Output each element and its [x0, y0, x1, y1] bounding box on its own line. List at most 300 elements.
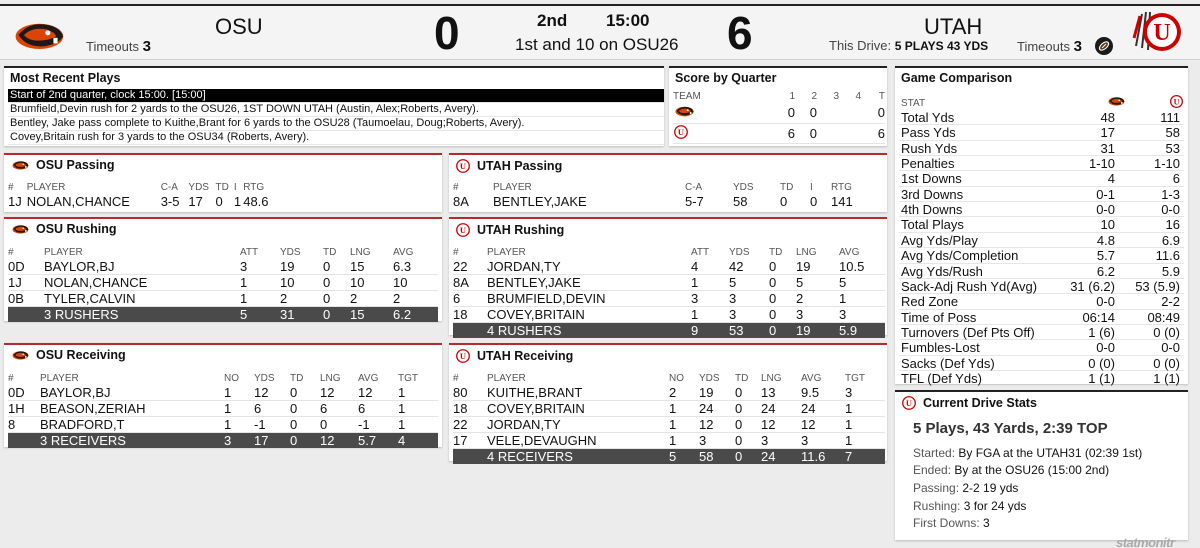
- utah-total: 6: [861, 123, 885, 143]
- cell-num: 1J: [8, 275, 44, 291]
- comparison-osu-value: 17: [1100, 125, 1115, 141]
- comparison-osu-value: 0-0: [1096, 202, 1115, 218]
- comparison-utah-value: 11.6: [1155, 248, 1180, 264]
- comparison-row: [899, 340, 1184, 355]
- col-player: PLAYER: [26, 182, 66, 193]
- comparison-osu-value: 1-10: [1088, 156, 1115, 172]
- utah-receiving-panel: [449, 343, 887, 464]
- col-player: PLAYER: [493, 182, 532, 193]
- home-timeouts-label: Timeouts: [1017, 39, 1070, 54]
- comparison-stat: Avg Yds/Play: [901, 232, 978, 248]
- drive-rushing-value: 3 for 24 yds: [963, 499, 1027, 513]
- col-num: #: [8, 373, 14, 384]
- comparison-utah-value: 08:49: [1147, 309, 1180, 325]
- drive-started-value: By FGA at the UTAH31 (02:39 1st): [958, 446, 1143, 460]
- cell-num: [8, 433, 40, 449]
- score-row-osu: [673, 103, 885, 123]
- comparison-stat: Sack-Adj Rush Yd(Avg): [901, 278, 1038, 294]
- score-by-quarter-title: Score by Quarter: [675, 71, 777, 85]
- drive-passing: [913, 481, 1018, 495]
- utah-q2: 0: [795, 123, 817, 143]
- utah-passing-table: [453, 181, 863, 209]
- cell-yds: 3: [729, 291, 769, 307]
- utah-receiving-title: UTAH Receiving: [477, 349, 574, 363]
- cell-lng: 24: [761, 449, 801, 465]
- total-row: [453, 323, 885, 339]
- col-num: #: [8, 247, 14, 258]
- utah-passing-heading: [455, 158, 562, 174]
- cell-yds: 24: [699, 401, 735, 417]
- osu-receiving-title: OSU Receiving: [36, 348, 126, 362]
- cell-no: 1: [669, 401, 699, 417]
- col-att: ATT: [240, 247, 259, 258]
- cell-yds: 3: [729, 307, 769, 323]
- col-td: TD: [323, 247, 337, 258]
- cell-num: [453, 449, 487, 465]
- comparison-stat: 3rd Downs: [901, 186, 964, 202]
- cell-att: 9: [691, 323, 729, 339]
- cell-avg: 5: [839, 275, 885, 291]
- comparison-utah-value: 5.9: [1161, 263, 1180, 279]
- utah-rushing-panel: [449, 217, 887, 338]
- football-icon: [1094, 36, 1114, 56]
- table-row: [453, 385, 885, 401]
- table-row: [453, 275, 885, 291]
- cell-player: BENTLEY,JAKE: [493, 194, 587, 209]
- comparison-stat: Pass Yds: [901, 125, 956, 141]
- cell-player: NOLAN,CHANCE: [26, 194, 130, 209]
- osu-rushing-heading: [10, 222, 117, 236]
- comparison-row: [899, 356, 1184, 371]
- this-drive: [829, 38, 988, 53]
- cell-player: BRADFORD,T: [40, 417, 224, 433]
- cell-num: 8A: [453, 275, 487, 291]
- cell-no: 2: [669, 385, 699, 401]
- col-lng: LNG: [796, 247, 817, 258]
- cell-no: 3: [224, 433, 254, 449]
- game-clock: 15:00: [606, 11, 650, 30]
- cell-tgt: 1: [398, 385, 438, 401]
- col-rtg: RTG: [831, 182, 852, 193]
- cell-player: 4 RECEIVERS: [487, 449, 669, 465]
- most-recent-plays-title: Most Recent Plays: [10, 71, 121, 85]
- cell-num: 0D: [8, 385, 40, 401]
- cell-lng: 15: [350, 259, 393, 275]
- comparison-utah-value: 1-10: [1153, 156, 1180, 172]
- comparison-utah-value: 6.9: [1161, 232, 1180, 248]
- this-drive-label: This Drive:: [829, 38, 892, 53]
- col-q3: 3: [833, 91, 839, 102]
- comparison-row: [899, 156, 1184, 171]
- cell-yds: 6: [254, 401, 290, 417]
- col-player: PLAYER: [40, 373, 79, 384]
- table-row: [8, 401, 438, 417]
- col-player: PLAYER: [44, 247, 83, 258]
- col-total: T: [878, 91, 885, 102]
- cell-avg: 5.9: [839, 323, 885, 339]
- cell-avg: 3: [839, 307, 885, 323]
- cell-lng: 3: [796, 307, 839, 323]
- utah-q3: [817, 123, 839, 143]
- play-item-current: Start of 2nd quarter, clock 15:00. [15:00]: [8, 89, 664, 103]
- comparison-row: [899, 141, 1184, 156]
- cell-player: BENTLEY,JAKE: [487, 275, 691, 291]
- cell-att: 5: [240, 307, 280, 323]
- comparison-row: [899, 371, 1184, 386]
- comparison-stat: Time of Poss: [901, 309, 977, 325]
- col-lng: LNG: [320, 373, 341, 384]
- cell-num: 80: [453, 385, 487, 401]
- cell-tgt: 7: [845, 449, 885, 465]
- table-row: [453, 194, 863, 209]
- drive-first-downs-label: First Downs:: [913, 516, 980, 530]
- col-ca: C-A: [685, 182, 703, 193]
- comparison-osu-value: 1 (6): [1088, 324, 1115, 340]
- comparison-utah-value: 1 (1): [1153, 370, 1180, 386]
- game-comparison-panel: [895, 66, 1188, 384]
- table-row: [8, 259, 438, 275]
- cell-lng: 19: [796, 323, 839, 339]
- comparison-stat: Turnovers (Def Pts Off): [901, 324, 1035, 340]
- col-td: TD: [290, 373, 304, 384]
- cell-num: 1H: [8, 401, 40, 417]
- cell-att: 1: [691, 275, 729, 291]
- utah-q4: [839, 123, 861, 143]
- cell-no: 1: [224, 385, 254, 401]
- table-row: [453, 307, 885, 323]
- table-row: [453, 417, 885, 433]
- cell-td: 0: [780, 194, 788, 209]
- osu-rushing-title: OSU Rushing: [36, 222, 117, 236]
- comparison-osu-value: 06:14: [1082, 309, 1115, 325]
- drive-started: [913, 446, 1142, 460]
- comparison-utah-value: 53: [1165, 140, 1180, 156]
- cell-lng: 12: [761, 417, 801, 433]
- drive-ended-value: By at the OSU26 (15:00 2nd): [954, 463, 1110, 477]
- cell-yds: 12: [699, 417, 735, 433]
- cell-tgt: 1: [845, 401, 885, 417]
- osu-passing-panel: [4, 153, 442, 212]
- cell-avg: 5.7: [358, 433, 398, 449]
- game-comparison-title: Game Comparison: [901, 71, 1013, 85]
- away-timeouts-label: Timeouts: [86, 39, 139, 54]
- total-row: [8, 433, 438, 449]
- cell-td: 0: [769, 307, 796, 323]
- cell-player: VELE,DEVAUGHN: [487, 433, 669, 449]
- comparison-osu-value: 31 (6.2): [1070, 278, 1115, 294]
- current-drive-panel: [895, 390, 1188, 540]
- utah-u-logo-icon: [455, 222, 471, 238]
- cell-player: BAYLOR,BJ: [44, 259, 240, 275]
- utah-q1: 6: [773, 123, 795, 143]
- comparison-row: [899, 171, 1184, 186]
- col-player: PLAYER: [487, 247, 526, 258]
- scoreboard-header: [0, 4, 1200, 60]
- cell-avg: 10.5: [839, 259, 885, 275]
- cell-rtg: 141: [831, 194, 853, 209]
- quarter: 2nd: [537, 11, 568, 30]
- cell-num: 0B: [8, 291, 44, 307]
- col-avg: AVG: [839, 247, 860, 258]
- col-q1: 1: [789, 91, 795, 102]
- osu-beaver-logo-icon: [1106, 94, 1126, 108]
- cell-td: 0: [769, 275, 796, 291]
- utah-passing-title: UTAH Passing: [477, 159, 563, 173]
- comparison-utah-value: 0-0: [1161, 340, 1180, 356]
- comparison-stat: Sacks (Def Yds): [901, 355, 995, 371]
- cell-td: 0: [290, 433, 320, 449]
- current-drive-heading: [901, 395, 1037, 411]
- drive-passing-label: Passing:: [913, 481, 960, 495]
- comparison-stat: TFL (Def Yds): [901, 370, 982, 386]
- drive-passing-value: 2-2 19 yds: [962, 481, 1019, 495]
- comparison-row: [899, 202, 1184, 217]
- cell-player: TYLER,CALVIN: [44, 291, 240, 307]
- cell-lng: 3: [761, 433, 801, 449]
- home-timeouts-value: 3: [1073, 38, 1082, 55]
- cell-lng: 24: [761, 401, 801, 417]
- osu-q3: [817, 103, 839, 123]
- utah-rushing-table: [453, 246, 885, 338]
- cell-tgt: 1: [398, 401, 438, 417]
- comparison-row: [899, 248, 1184, 263]
- cell-no: 5: [669, 449, 699, 465]
- comparison-osu-value: 10: [1100, 217, 1115, 233]
- cell-num: [8, 307, 44, 323]
- osu-beaver-logo-icon: [10, 158, 30, 172]
- table-row: [8, 385, 438, 401]
- cell-ca: 5-7: [685, 194, 704, 209]
- cell-player: 3 RECEIVERS: [40, 433, 224, 449]
- col-num: #: [453, 373, 459, 384]
- cell-td: 0: [769, 291, 796, 307]
- cell-num: 8A: [453, 194, 469, 209]
- comparison-row: [899, 110, 1184, 125]
- score-row-utah: [673, 123, 885, 143]
- col-lng: LNG: [761, 373, 782, 384]
- cell-avg: 11.6: [801, 449, 845, 465]
- cell-yds: 17: [188, 194, 203, 209]
- cell-yds: 17: [254, 433, 290, 449]
- cell-yds: 2: [280, 291, 323, 307]
- comparison-row: [899, 233, 1184, 248]
- cell-td: 0: [735, 401, 761, 417]
- cell-lng: 2: [796, 291, 839, 307]
- utah-u-logo-icon: [901, 395, 917, 411]
- comparison-stat: Total Plays: [901, 217, 964, 233]
- stat-label: STAT: [901, 98, 926, 109]
- cell-int: 0: [810, 194, 818, 209]
- cell-td: 0: [323, 275, 350, 291]
- osu-q4: [839, 103, 861, 123]
- utah-u-logo-icon: [1169, 94, 1184, 109]
- drive-ended-label: Ended:: [913, 463, 952, 477]
- table-row: [8, 275, 438, 291]
- osu-receiving-table: [8, 372, 438, 448]
- utah-u-logo-icon: [455, 158, 471, 174]
- cell-no: 1: [224, 417, 254, 433]
- cell-yds: 19: [280, 259, 323, 275]
- col-player: PLAYER: [487, 373, 526, 384]
- cell-no: 1: [669, 417, 699, 433]
- cell-att: 4: [691, 259, 729, 275]
- comparison-osu-value: 31: [1100, 140, 1115, 156]
- play-item: Covey,Britain rush for 3 yards to the OSU34 (Roberts, Avery).: [8, 131, 664, 145]
- col-yds: YDS: [733, 182, 754, 193]
- cell-yds: 58: [699, 449, 735, 465]
- current-drive-title: Current Drive Stats: [923, 396, 1037, 410]
- cell-td: 0: [323, 291, 350, 307]
- table-row: [453, 401, 885, 417]
- table-row: [8, 194, 270, 209]
- osu-beaver-logo-icon: [8, 14, 68, 56]
- this-drive-value: 5 PLAYS 43 YDS: [894, 39, 989, 53]
- comparison-utah-value: 53 (5.9): [1135, 278, 1180, 294]
- cell-lng: 12: [320, 433, 358, 449]
- cell-td: 0: [735, 449, 761, 465]
- cell-avg: 10: [393, 275, 438, 291]
- cell-td: 0: [769, 323, 796, 339]
- cell-yds: 58: [733, 194, 748, 209]
- cell-lng: 12: [320, 385, 358, 401]
- comparison-stat: Penalties: [901, 156, 955, 172]
- table-row: [453, 259, 885, 275]
- cell-yds: 42: [729, 259, 769, 275]
- cell-att: 3: [691, 291, 729, 307]
- home-score: 6: [727, 7, 753, 59]
- score-by-quarter-panel: [669, 66, 887, 146]
- comparison-osu-value: 5.7: [1096, 248, 1115, 264]
- cell-player: BRUMFIELD,DEVIN: [487, 291, 691, 307]
- cell-td: 0: [215, 194, 223, 209]
- comparison-stat: Rush Yds: [901, 140, 958, 156]
- cell-td: 0: [290, 417, 320, 433]
- drive-rushing: [913, 499, 1026, 513]
- utah-passing-panel: [449, 153, 887, 212]
- col-att: ATT: [691, 247, 710, 258]
- cell-td: 0: [290, 385, 320, 401]
- table-row: [8, 291, 438, 307]
- comparison-stat: Red Zone: [901, 294, 959, 310]
- cell-int: 1: [233, 194, 242, 209]
- table-row: [8, 417, 438, 433]
- cell-player: JORDAN,TY: [487, 417, 669, 433]
- comparison-stat: Avg Yds/Rush: [901, 263, 983, 279]
- comparison-osu-value: 4: [1107, 171, 1115, 187]
- cell-att: 1: [240, 275, 280, 291]
- utah-u-logo-icon: [1128, 8, 1184, 60]
- utah-u-logo-icon: [455, 348, 471, 364]
- drive-first-downs: [913, 516, 990, 530]
- comparison-osu-value: 0-0: [1096, 294, 1115, 310]
- comparison-utah-value: 111: [1160, 110, 1180, 125]
- col-int: I: [233, 182, 237, 193]
- cell-player: BAYLOR,BJ: [40, 385, 224, 401]
- osu-beaver-logo-icon: [673, 103, 695, 119]
- away-timeouts: [86, 38, 151, 55]
- col-td: TD: [735, 373, 749, 384]
- comparison-stat: Fumbles-Lost: [901, 340, 980, 356]
- cell-num: 17: [453, 433, 487, 449]
- comparison-utah-value: 0-0: [1161, 202, 1180, 218]
- cell-att: 3: [240, 259, 280, 275]
- col-tgt: TGT: [845, 373, 865, 384]
- cell-tgt: 3: [845, 385, 885, 401]
- away-team-name: OSU: [215, 14, 263, 39]
- cell-td: 0: [735, 385, 761, 401]
- cell-ca: 3-5: [160, 194, 180, 209]
- cell-avg: 3: [801, 433, 845, 449]
- osu-rushing-table: [8, 246, 438, 322]
- col-avg: AVG: [801, 373, 822, 384]
- utah-rushing-title: UTAH Rushing: [477, 223, 565, 237]
- cell-lng: 2: [350, 291, 393, 307]
- cell-avg: 6.2: [393, 307, 438, 323]
- comparison-stat: 4th Downs: [901, 202, 963, 218]
- comparison-row: [899, 310, 1184, 325]
- comparison-utah-value: 6: [1172, 171, 1180, 187]
- svg-text:U: U: [1153, 20, 1171, 46]
- comparison-utah-value: 0 (0): [1153, 324, 1180, 340]
- cell-att: 1: [240, 291, 280, 307]
- cell-tgt: 4: [398, 433, 438, 449]
- comparison-row: [899, 264, 1184, 279]
- cell-player: COVEY,BRITAIN: [487, 307, 691, 323]
- comparison-osu-value: 1 (1): [1088, 370, 1115, 386]
- cell-avg: 12: [801, 417, 845, 433]
- cell-yds: 10: [280, 275, 323, 291]
- cell-avg: 9.5: [801, 385, 845, 401]
- cell-num: [453, 323, 487, 339]
- cell-td: 0: [769, 259, 796, 275]
- comparison-row: [899, 325, 1184, 340]
- cell-num: 6: [453, 291, 487, 307]
- osu-passing-heading: [10, 158, 115, 172]
- col-num: #: [453, 247, 459, 258]
- comparison-osu-value: 0-1: [1096, 186, 1115, 202]
- play-item: Brumfield,Devin rush for 2 yards to the OSU26, 1ST DOWN UTAH (Austin, Alex;Roberts, Avery).: [8, 103, 664, 117]
- cell-tgt: 1: [845, 433, 885, 449]
- comparison-row: [899, 125, 1184, 140]
- play-item: Bentley, Jake pass complete to Kuithe,Brant for 6 yards to the OSU28 (Taumoelau, Doug;Roberts, Avery).: [8, 117, 664, 131]
- cell-lng: 19: [796, 259, 839, 275]
- cell-lng: 5: [796, 275, 839, 291]
- drive-started-label: Started:: [913, 446, 956, 460]
- cell-td: 0: [323, 259, 350, 275]
- col-tgt: TGT: [398, 373, 418, 384]
- cell-lng: 13: [761, 385, 801, 401]
- col-yds: YDS: [254, 373, 275, 384]
- osu-beaver-logo-icon: [10, 222, 30, 236]
- total-row: [8, 307, 438, 323]
- comparison-row: [899, 294, 1184, 309]
- col-rtg: RTG: [243, 182, 265, 193]
- cell-avg: 6: [358, 401, 398, 417]
- osu-rushing-panel: [4, 217, 442, 321]
- cell-lng: 15: [350, 307, 393, 323]
- cell-lng: 10: [350, 275, 393, 291]
- plays-list: [8, 89, 664, 145]
- col-avg: AVG: [393, 247, 414, 258]
- comparison-osu-value: 6.2: [1096, 263, 1115, 279]
- comparison-row: [899, 187, 1184, 202]
- cell-no: 1: [224, 401, 254, 417]
- cell-player: 4 RUSHERS: [487, 323, 691, 339]
- col-no: NO: [224, 373, 239, 384]
- table-row: [453, 291, 885, 307]
- cell-avg: 24: [801, 401, 845, 417]
- cell-td: 0: [735, 433, 761, 449]
